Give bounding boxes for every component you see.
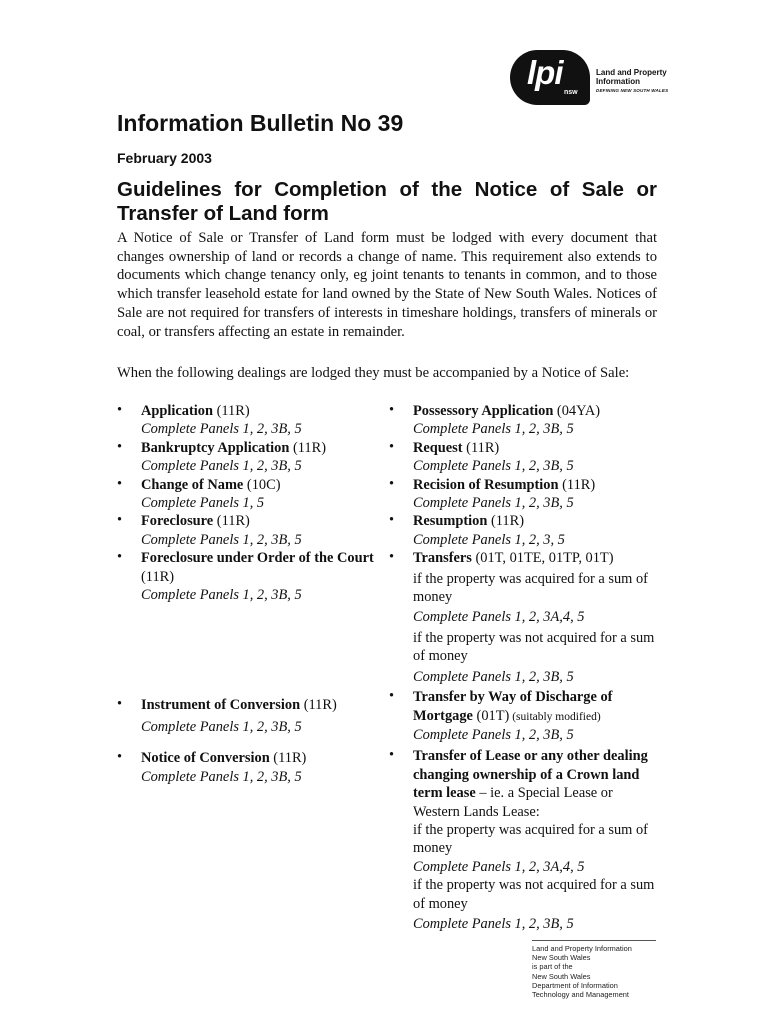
- dealing-code: (11R): [462, 439, 500, 456]
- dealing-note: (suitably modified): [509, 710, 601, 723]
- footer-line: New South Wales: [532, 953, 591, 963]
- dealing-title: Instrument of Conversion: [141, 697, 301, 714]
- footer-line: New South Wales: [532, 971, 591, 981]
- dealing-code: (11R): [269, 750, 307, 767]
- bullet-icon: •: [117, 438, 123, 455]
- list-item: [389, 439, 661, 476]
- dealing-panels: Complete Panels 1, 2, 3B, 5: [141, 458, 302, 475]
- list-item: [389, 747, 661, 933]
- dealing-code: (11R): [289, 439, 326, 456]
- bullet-icon: •: [389, 688, 395, 705]
- list-item: [117, 749, 377, 786]
- footer-line: Technology and Management: [532, 990, 629, 1000]
- bullet-icon: •: [117, 402, 123, 418]
- dealing-code: (11R): [300, 697, 337, 714]
- footer-note: [532, 944, 632, 999]
- lpi-logo: [510, 50, 682, 105]
- dealing-panels: Complete Panels 1, 2, 3B, 5: [413, 458, 574, 475]
- dealing-code: (11R): [213, 513, 250, 530]
- list-item: [117, 439, 377, 476]
- dealing-title: Recision of Resumption: [413, 476, 559, 493]
- dealing-condition: if the property was acquired for a sum of money: [413, 570, 648, 606]
- bullet-icon: •: [117, 749, 123, 766]
- dealing-title: Transfer by Way of Discharge of Mortgage: [413, 689, 613, 724]
- dealing-title: Application: [141, 403, 213, 419]
- dealing-code: (04YA): [553, 403, 601, 419]
- dealing-panels: Complete Panels 1, 2, 3B, 5: [141, 531, 302, 548]
- bullet-icon: •: [117, 696, 123, 713]
- guidelines-heading: Guidelines for Completion of the Notice of Sale or Transfer of Land form: [117, 178, 657, 225]
- list-item: [117, 476, 377, 513]
- dealing-title: Foreclosure: [141, 513, 214, 530]
- footer-divider: [532, 940, 656, 941]
- dealing-title: Foreclosure under Order of the Court: [141, 550, 374, 567]
- dealings-intro-paragraph: When the following dealings are lodged they must be accompanied by a Notice of Sale:: [117, 365, 630, 381]
- lpi-logo-letters: lpi: [527, 54, 563, 91]
- dealing-panels: Complete Panels 1, 2, 3B, 5: [413, 668, 574, 685]
- dealing-title: Request: [413, 439, 463, 456]
- list-item: [389, 402, 661, 439]
- dealing-code: (11R): [212, 403, 250, 419]
- lpi-logo-mark: [510, 50, 590, 105]
- dealing-title: Change of Name: [141, 476, 244, 493]
- list-item: [389, 688, 661, 744]
- dealing-panels: Complete Panels 1, 2, 3A,4, 5: [413, 609, 585, 626]
- bullet-icon: •: [389, 402, 395, 418]
- dealings-list-left: [117, 402, 377, 786]
- list-item: [389, 512, 661, 549]
- dealing-condition: if the property was acquired for a sum of money: [413, 821, 648, 857]
- dealing-code: (11R): [141, 568, 175, 585]
- bulletin-title: Information Bulletin No 39: [117, 110, 404, 136]
- dealing-title: Transfers: [413, 550, 472, 567]
- bullet-icon: •: [117, 475, 123, 492]
- list-item: [117, 549, 377, 604]
- dealing-title: Possessory Application: [413, 403, 554, 419]
- footer-line: is part of the: [532, 962, 573, 972]
- dealing-title: Resumption: [413, 513, 488, 530]
- dealing-title: Notice of Conversion: [141, 750, 270, 767]
- lpi-logo-nsw: nsw: [564, 89, 578, 96]
- dealing-code: (10C): [243, 476, 281, 493]
- bullet-icon: •: [389, 475, 395, 492]
- list-item: [117, 512, 377, 549]
- dealing-code: (01T, 01TE, 01TP, 01T): [471, 550, 614, 567]
- dealing-code: (11R): [487, 513, 525, 530]
- dealing-panels: Complete Panels 1, 2, 3B, 5: [141, 421, 302, 438]
- dealing-panels: Complete Panels 1, 2, 3B, 5: [413, 421, 574, 438]
- dealing-panels: Complete Panels 1, 2, 3A,4, 5: [413, 858, 585, 875]
- dealings-list-right: [389, 402, 661, 933]
- dealing-panels: Complete Panels 1, 2, 3B, 5: [141, 768, 302, 785]
- logo-line-1: Land and Property: [596, 68, 667, 77]
- dealing-condition: if the property was not acquired for a sum of money: [413, 877, 655, 912]
- bullet-icon: •: [389, 438, 395, 455]
- dealing-condition: if the property was not acquired for a sum of money: [413, 629, 655, 665]
- bullet-icon: •: [389, 549, 395, 566]
- bullet-icon: •: [117, 549, 123, 566]
- intro-paragraph: A Notice of Sale or Transfer of Land form must be lodged with every document that changes ownership of land or records a change of name. This requirement also extends to documents which change tenancy only, eg joint tenants to tenants in common, and to those which transfer leasehold estate for land owned by the State of New South Wales. Notices of Sale are not required for transfers of interests in timeshare holdings, transfers of minerals or coal, or transfers affecting an estate in remainder.: [117, 230, 657, 340]
- dealing-panels: Complete Panels 1, 2, 3B, 5: [141, 718, 302, 735]
- bullet-icon: •: [389, 747, 395, 764]
- logo-tagline: DEFINING NEW SOUTH WALES: [596, 88, 669, 93]
- list-item: [389, 549, 661, 686]
- dealing-panels: Complete Panels 1, 2, 3B, 5: [413, 915, 574, 932]
- dealing-panels: Complete Panels 1, 5: [141, 495, 265, 512]
- bullet-icon: •: [117, 512, 123, 529]
- dealing-panels: Complete Panels 1, 2, 3, 5: [413, 531, 565, 548]
- dealing-title: Transfer of Lease or any other dealing changing ownership of a Crown land term lease: [413, 748, 648, 802]
- footer-line: Department of Information: [532, 980, 618, 990]
- list-item: [117, 402, 377, 439]
- dealing-code: (01T): [472, 707, 510, 724]
- bulletin-date: February 2003: [117, 150, 212, 166]
- dealing-description: – ie. a Special Lease or Western Lands Lease:: [413, 785, 613, 820]
- list-item: [117, 696, 377, 736]
- dealing-panels: Complete Panels 1, 2, 3B, 5: [141, 587, 302, 604]
- dealing-panels: Complete Panels 1, 2, 3B, 5: [413, 726, 574, 743]
- footer-line: Land and Property Information: [532, 944, 632, 953]
- list-item: [389, 476, 661, 513]
- dealing-title: Bankruptcy Application: [141, 439, 290, 456]
- dealing-code: (11R): [558, 476, 596, 493]
- dealing-panels: Complete Panels 1, 2, 3B, 5: [413, 495, 574, 512]
- logo-line-2: Information: [596, 77, 640, 86]
- bullet-icon: •: [389, 512, 395, 529]
- lpi-logo-text: [596, 68, 668, 95]
